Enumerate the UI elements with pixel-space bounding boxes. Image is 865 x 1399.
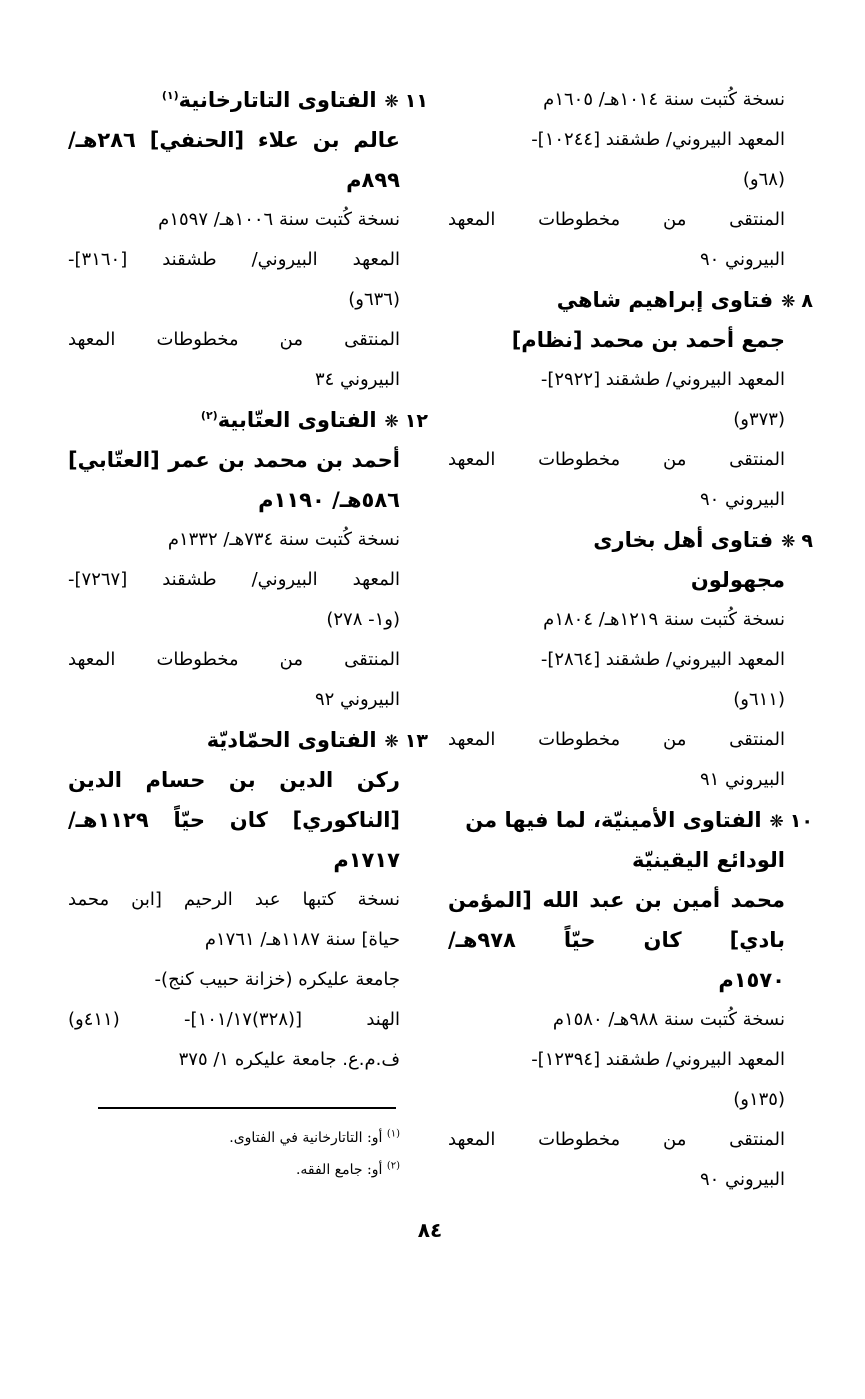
entry-title: فتاوى أهل بخارى [593,528,774,552]
entry-title: فتاوى إبراهيم شاهي [556,288,774,312]
text-line: المعهد البيروني/ طشقند [١٢٣٩٤]- [531,1049,785,1070]
entry-title-line [448,520,813,560]
footnote-ref: (١) [161,89,179,102]
text-line: أحمد بن محمد بن عمر [العتّابي] [68,448,400,472]
text-line: المنتقى من مخطوطات المعهد [448,1129,785,1150]
text-line: البيروني ٣٤ [314,369,400,390]
entry-number: ٩ [801,530,813,552]
text-line: (٦٨و) [742,169,785,190]
text-line: البيروني ٩٠ [699,249,785,270]
text-line: مجهولون [690,568,785,592]
text-line: (و١- ٢٧٨) [326,609,400,630]
text-line: نسخة كُتبت سنة ٩٨٨هـ/ ١٥٨٠م [552,1009,785,1030]
text-line: محمد أمين بن عبد الله [المؤمن [448,888,785,912]
text-line: (٣٧٣و) [733,409,785,430]
text-line: المعهد البيروني/ طشقند [٣١٦٠]- [68,249,400,270]
text-line: جامعة عليكره (خزانة حبيب كنج)- [154,969,400,990]
entry-title-line [68,400,428,440]
entry-title-line: الودائع اليقينيّة [632,848,785,872]
star-ornament-icon: ❋ [781,292,796,312]
text-line: المنتقى من مخطوطات المعهد [68,649,400,670]
star-ornament-icon: ❋ [384,412,399,432]
footnote-ref: (٢) [200,409,218,422]
text-line: عالم بن علاء [الحنفي] ٢٨٦هـ/ [68,128,400,152]
text-line: ١٧١٧م [333,848,400,872]
text-line: المعهد البيروني/ طشقند [٢٩٢٢]- [540,369,785,390]
footnote-marker: (١) [386,1128,400,1140]
text-line: الهند [(٣٢٨)١٠١/١٧]- (٤١١و) [68,1009,400,1030]
entry-number: ١٠ [789,810,813,832]
entry-title-line [68,80,428,120]
footnotes [150,1122,400,1186]
star-ornament-icon: ❋ [769,812,784,832]
right-column [448,80,813,1200]
text-line: ف.م.ع. جامعة عليكره ١/ ٣٧٥ [178,1049,400,1070]
text-line: البيروني ٩١ [699,769,785,790]
text-line: حياة] سنة ١١٨٧هـ/ ١٧٦١م [204,929,400,950]
entry-title: الفتاوى الأمينيّة، لما فيها من [465,808,762,832]
footnote [150,1122,400,1154]
text-line: (١٣٥و) [733,1089,785,1110]
text-line: نسخة كُتبت سنة ١٢١٩هـ/ ١٨٠٤م [543,609,785,630]
text-line: المنتقى من مخطوطات المعهد [448,449,785,470]
text-line: [الناكوري] كان حيّاً ١١٢٩هـ/ [68,808,400,832]
text-line: المنتقى من مخطوطات المعهد [448,729,785,750]
footnote-text: أو: جامع الفقه. [295,1162,383,1178]
entry-title-line [448,800,813,840]
text-line: المعهد البيروني/ طشقند [١٠٢٤٤]- [531,129,785,150]
text-line: نسخة كُتبت سنة ٧٣٤هـ/ ١٣٣٢م [167,529,400,550]
star-ornament-icon: ❋ [384,92,399,112]
text-line: نسخة كُتبت سنة ١٠٠٦هـ/ ١٥٩٧م [158,209,400,230]
text-line: ١٥٧٠م [718,968,785,992]
text-line: المنتقى من مخطوطات المعهد [68,329,400,350]
text-line: بادي] كان حيّاً ٩٧٨هـ/ [448,928,785,952]
star-ornament-icon: ❋ [384,732,399,752]
footnote-marker: (٢) [386,1160,400,1172]
text-line: المعهد البيروني/ طشقند [٧٢٦٧]- [68,569,400,590]
entry-title-line [448,280,813,320]
text-line: ٨٩٩م [346,168,400,192]
text-line: جمع أحمد بن محمد [نظام] [511,328,785,352]
entry-number: ١٢ [404,410,428,432]
text-line: البيروني ٩٢ [314,689,400,710]
entry-number: ١٣ [404,730,428,752]
entry-title-line [68,720,428,760]
footnote-separator [98,1107,396,1109]
left-column [68,80,428,1080]
text-line: نسخة كُتبت سنة ١٠١٤هـ/ ١٦٠٥م [543,89,785,110]
entry-number: ٨ [801,290,813,312]
page-number: ٨٤ [417,1218,443,1242]
text-line: ركن الدين بن حسام الدين [68,768,400,792]
entry-title: الفتاوى العتّابية [217,408,377,432]
text-line: (٦١١و) [733,689,785,710]
text-line: المعهد البيروني/ طشقند [٢٨٦٤]- [540,649,785,670]
entry-number: ١١ [404,90,428,112]
text-line: (٦٣٦و) [348,289,400,310]
entry-title: الفتاوى التاتارخانية [178,88,377,112]
text-line: المنتقى من مخطوطات المعهد [448,209,785,230]
text-line: البيروني ٩٠ [699,1169,785,1190]
entry-title: الفتاوى الحمّاديّة [206,728,377,752]
text-line: نسخة كتبها عبد الرحيم [ابن محمد [68,889,400,910]
text-line: البيروني ٩٠ [699,489,785,510]
star-ornament-icon: ❋ [781,532,796,552]
footnote [150,1154,400,1186]
footnote-text: أو: التاتارخانية في الفتاوى. [229,1130,383,1146]
text-line: ٥٨٦هـ/ ١١٩٠م [258,488,400,512]
